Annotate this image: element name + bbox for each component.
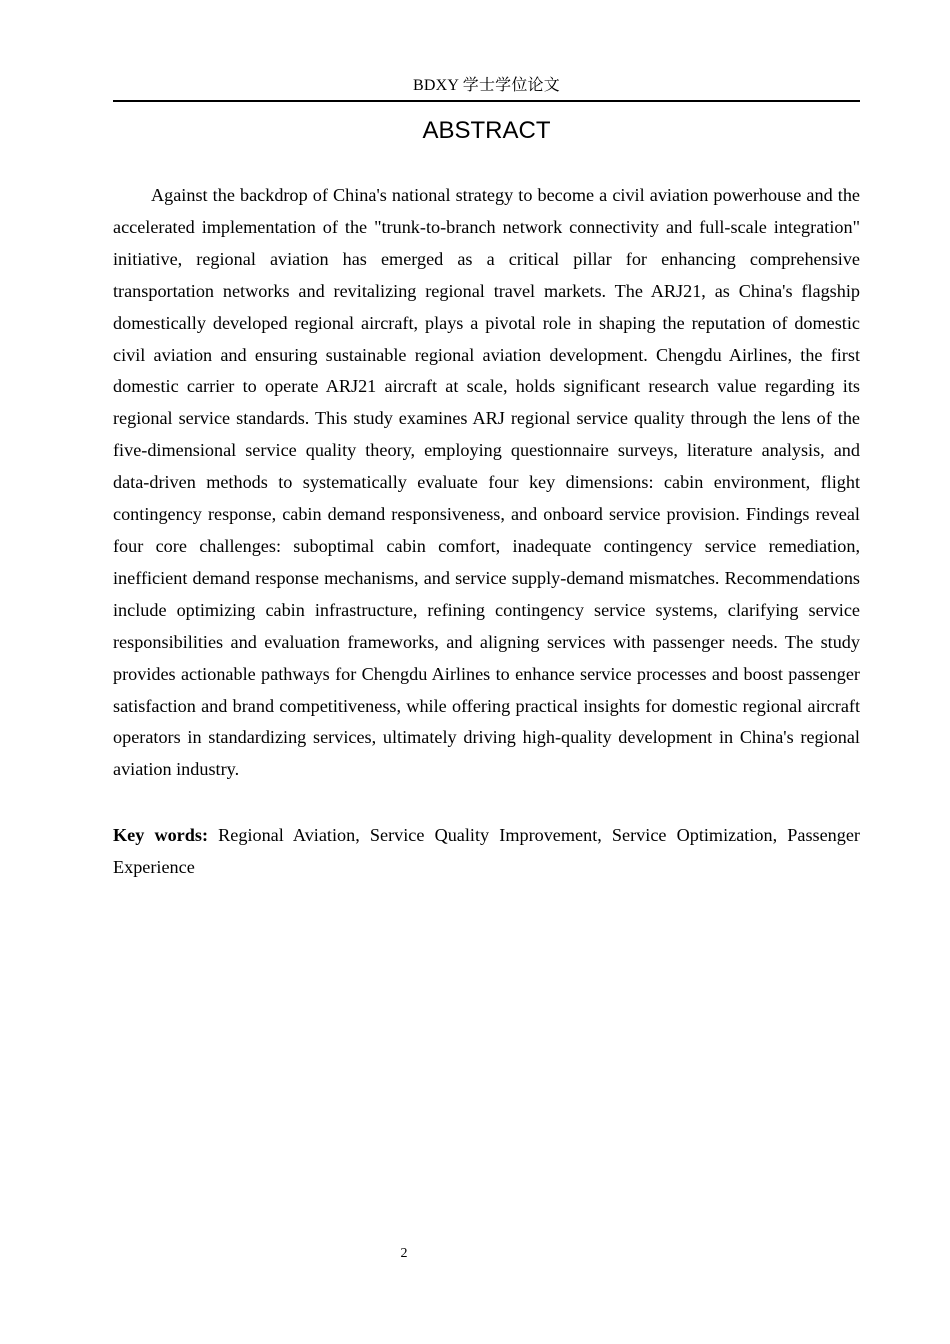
keywords-paragraph bbox=[113, 819, 860, 883]
keywords-label: Key words: bbox=[113, 825, 208, 845]
abstract-title: ABSTRACT bbox=[422, 117, 551, 144]
abstract-body: Against the backdrop of China's national strategy to become a civil aviation powerhouse and the accelerated implementation of the "trunk-to-branch network connectivity and full-scale integration" initiative, regional aviation has emerged as a critical pillar for enhancing comprehensive transportation networks and revitalizing regional travel markets. The ARJ21, as China's flagship domestically developed regional aircraft, plays a pivotal role in shaping the reputation of domestic civil aviation and ensuring sustainable regional aviation development. Chengdu Airlines, the first domestic carrier to operate ARJ21 aircraft at scale, holds significant research value regarding its regional service standards. This study examines ARJ regional service quality through the lens of the five-dimensional service quality theory, employing questionnaire surveys, literature analysis, and data-driven methods to systematically evaluate four key dimensions: cabin environment, flight contingency response, cabin demand responsiveness, and onboard service provision. Findings reveal four core challenges: suboptimal cabin comfort, inadequate contingency service remediation, inefficient demand response mechanisms, and service supply-demand mismatches. Recommendations include optimizing cabin infrastructure, refining contingency service systems, clarifying service responsibilities and evaluation frameworks, and aligning services with passenger needs. The study provides actionable pathways for Chengdu Airlines to enhance service processes and boost passenger satisfaction and brand competitiveness, while offering practical insights for domestic regional aircraft operators in standardizing services, ultimately driving high-quality development in China's regional aviation industry. bbox=[113, 185, 860, 780]
header-rule bbox=[113, 100, 860, 102]
page-number: 2 bbox=[400, 1246, 408, 1261]
running-header: BDXY 学士学位论文 bbox=[413, 77, 560, 94]
keywords-text: Regional Aviation, Service Quality Improvement, Service Optimization, Passenger Experience bbox=[113, 825, 860, 877]
